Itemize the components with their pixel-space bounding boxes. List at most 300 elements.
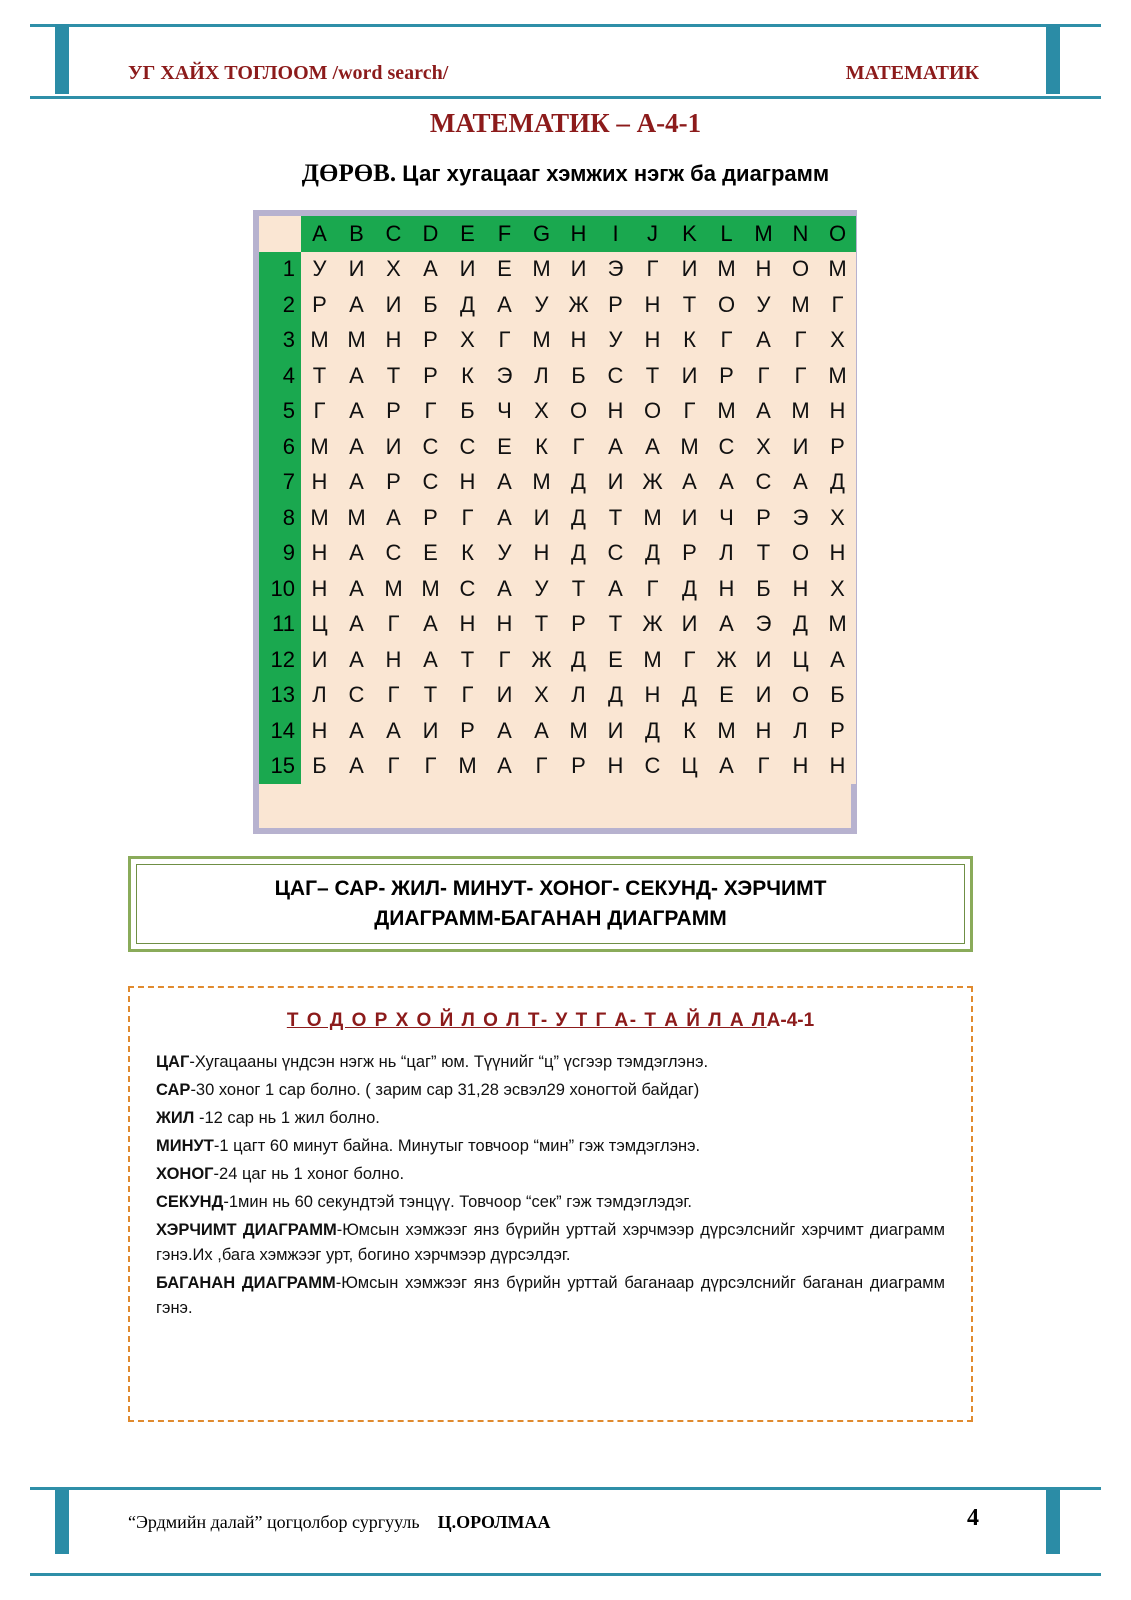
- grid-cell[interactable]: Д: [819, 465, 856, 501]
- grid-cell[interactable]: Г: [375, 749, 412, 785]
- grid-cell[interactable]: Р: [819, 429, 856, 465]
- footer-school-name: “Эрдмийн далай” цогцолбор сургууль: [128, 1512, 420, 1532]
- grid-cell[interactable]: А: [486, 465, 523, 501]
- grid-cell[interactable]: Б: [745, 571, 782, 607]
- grid-cell[interactable]: О: [782, 536, 819, 572]
- grid-col-J: J: [634, 216, 671, 252]
- grid-cell[interactable]: И: [412, 713, 449, 749]
- grid-row-header: 7: [259, 465, 301, 501]
- grid-cell[interactable]: Г: [301, 394, 338, 430]
- grid-cell[interactable]: И: [745, 642, 782, 678]
- grid-cell[interactable]: Р: [449, 713, 486, 749]
- grid-cell[interactable]: Г: [745, 358, 782, 394]
- grid-cell[interactable]: М: [449, 749, 486, 785]
- grid-cell[interactable]: М: [523, 465, 560, 501]
- grid-cell[interactable]: Н: [486, 607, 523, 643]
- grid-cell[interactable]: Ц: [671, 749, 708, 785]
- grid-corner-cell: [259, 216, 301, 252]
- grid-cell[interactable]: Э: [597, 252, 634, 288]
- grid-cell[interactable]: А: [338, 642, 375, 678]
- grid-cell[interactable]: Т: [375, 358, 412, 394]
- definition-term: САР: [156, 1081, 191, 1099]
- grid-cell[interactable]: У: [745, 287, 782, 323]
- grid-cell[interactable]: Д: [634, 713, 671, 749]
- footer-rule: [30, 1487, 1101, 1490]
- grid-cell[interactable]: У: [523, 571, 560, 607]
- definitions-title-code: А-4-1: [766, 1010, 815, 1031]
- grid-cell[interactable]: М: [819, 607, 856, 643]
- definitions-list: [156, 1050, 945, 1321]
- grid-body: [259, 252, 856, 785]
- answer-line-2: ДИАГРАММ-БАГАНАН ДИАГРАММ: [374, 907, 727, 930]
- grid-cell[interactable]: Н: [301, 571, 338, 607]
- grid-cell[interactable]: А: [708, 607, 745, 643]
- answer-line-1: ЦАГ– САР- ЖИЛ- МИНУТ- ХОНОГ- СЕКУНД- ХЭРЧИМТ: [274, 877, 827, 900]
- grid-cell[interactable]: Р: [412, 323, 449, 359]
- grid-cell[interactable]: Д: [671, 571, 708, 607]
- grid-cell[interactable]: С: [449, 429, 486, 465]
- grid-cell[interactable]: Т: [671, 287, 708, 323]
- grid-cell[interactable]: И: [301, 642, 338, 678]
- grid-cell[interactable]: А: [819, 642, 856, 678]
- grid-cell[interactable]: А: [671, 465, 708, 501]
- definition-text: -Хугацааны үндсэн нэгж нь “цаг” юм. Түүнийг “ц” үсгээр тэмдэглэнэ.: [189, 1053, 709, 1071]
- grid-cell[interactable]: А: [634, 429, 671, 465]
- grid-row: [259, 394, 856, 430]
- grid-cell[interactable]: Д: [560, 642, 597, 678]
- grid-cell[interactable]: Е: [486, 429, 523, 465]
- grid-cell[interactable]: А: [338, 287, 375, 323]
- grid-cell[interactable]: Г: [634, 571, 671, 607]
- grid-cell[interactable]: М: [338, 323, 375, 359]
- grid-row: [259, 252, 856, 288]
- grid-cell[interactable]: Х: [375, 252, 412, 288]
- grid-cell[interactable]: Н: [782, 749, 819, 785]
- grid-cell[interactable]: Т: [523, 607, 560, 643]
- grid-cell[interactable]: Н: [449, 465, 486, 501]
- decor-bar-bottom-right: [1046, 1490, 1060, 1554]
- grid-row: [259, 323, 856, 359]
- grid-cell[interactable]: Н: [301, 465, 338, 501]
- grid-cell[interactable]: М: [819, 252, 856, 288]
- grid-cell[interactable]: Т: [449, 642, 486, 678]
- grid-cell[interactable]: Б: [560, 358, 597, 394]
- grid-cell[interactable]: Е: [486, 252, 523, 288]
- grid-row-header: 9: [259, 536, 301, 572]
- definitions-box: [128, 986, 973, 1422]
- grid-cell[interactable]: Л: [708, 536, 745, 572]
- definition-item: [156, 1078, 945, 1103]
- grid-cell[interactable]: М: [708, 713, 745, 749]
- grid-cell[interactable]: А: [338, 429, 375, 465]
- grid-cell[interactable]: М: [782, 394, 819, 430]
- grid-col-E: E: [449, 216, 486, 252]
- footer-author: Ц.ОРОЛМАА: [437, 1512, 551, 1532]
- grid-cell[interactable]: И: [597, 713, 634, 749]
- grid-cell[interactable]: Х: [523, 394, 560, 430]
- grid-cell[interactable]: А: [486, 287, 523, 323]
- grid-cell[interactable]: Р: [597, 287, 634, 323]
- grid-cell[interactable]: С: [338, 678, 375, 714]
- grid-cell[interactable]: Л: [560, 678, 597, 714]
- grid-cell[interactable]: Н: [782, 571, 819, 607]
- grid-cell[interactable]: Ц: [782, 642, 819, 678]
- grid-cell[interactable]: Д: [560, 500, 597, 536]
- grid-cell[interactable]: С: [745, 465, 782, 501]
- grid-cell[interactable]: Н: [597, 394, 634, 430]
- grid-cell[interactable]: М: [301, 323, 338, 359]
- definition-term: СЕКУНД: [156, 1193, 224, 1211]
- grid-row-header: 15: [259, 749, 301, 785]
- grid-cell[interactable]: А: [338, 536, 375, 572]
- grid-cell[interactable]: Г: [486, 323, 523, 359]
- grid-col-D: D: [412, 216, 449, 252]
- definition-item: [156, 1134, 945, 1159]
- grid-cell[interactable]: Н: [745, 713, 782, 749]
- grid-cell[interactable]: А: [338, 358, 375, 394]
- grid-cell[interactable]: Ж: [708, 642, 745, 678]
- definition-item: [156, 1162, 945, 1187]
- grid-cell[interactable]: А: [338, 749, 375, 785]
- grid-cell[interactable]: И: [486, 678, 523, 714]
- grid-col-G: G: [523, 216, 560, 252]
- grid-col-F: F: [486, 216, 523, 252]
- grid-cell[interactable]: Н: [819, 394, 856, 430]
- grid-cell[interactable]: А: [486, 749, 523, 785]
- grid-cell[interactable]: И: [782, 429, 819, 465]
- grid-cell[interactable]: А: [486, 500, 523, 536]
- grid-cell[interactable]: Т: [745, 536, 782, 572]
- grid-cell[interactable]: Ж: [560, 287, 597, 323]
- grid-row-header: 6: [259, 429, 301, 465]
- grid-cell[interactable]: А: [338, 607, 375, 643]
- grid-cell[interactable]: С: [375, 536, 412, 572]
- grid-row-header: 8: [259, 500, 301, 536]
- grid-cell[interactable]: Р: [745, 500, 782, 536]
- grid-cell[interactable]: У: [523, 287, 560, 323]
- grid-cell[interactable]: Г: [560, 429, 597, 465]
- grid-cell[interactable]: Н: [301, 536, 338, 572]
- grid-row-header: 5: [259, 394, 301, 430]
- definition-item: [156, 1106, 945, 1131]
- grid-cell[interactable]: Н: [375, 642, 412, 678]
- decor-bar-top-right: [1046, 24, 1060, 94]
- grid-cell[interactable]: М: [560, 713, 597, 749]
- grid-cell[interactable]: А: [338, 465, 375, 501]
- grid-cell[interactable]: С: [634, 749, 671, 785]
- grid-cell[interactable]: А: [708, 465, 745, 501]
- grid-cell[interactable]: Х: [523, 678, 560, 714]
- grid-row: [259, 642, 856, 678]
- grid-cell[interactable]: Н: [301, 713, 338, 749]
- grid-row-header: 2: [259, 287, 301, 323]
- grid-cell[interactable]: Б: [449, 394, 486, 430]
- footer-school: [128, 1512, 550, 1533]
- grid-cell[interactable]: А: [782, 465, 819, 501]
- grid-cell[interactable]: И: [597, 465, 634, 501]
- grid-cell[interactable]: И: [671, 358, 708, 394]
- grid-row-header: 4: [259, 358, 301, 394]
- grid-cell[interactable]: О: [634, 394, 671, 430]
- page-title: МАТЕМАТИК – А-4-1: [429, 108, 702, 138]
- grid-cell[interactable]: И: [671, 252, 708, 288]
- grid-cell[interactable]: К: [449, 536, 486, 572]
- grid-cell[interactable]: Э: [486, 358, 523, 394]
- grid-cell[interactable]: Ц: [301, 607, 338, 643]
- grid-cell[interactable]: Н: [523, 536, 560, 572]
- grid-cell[interactable]: Г: [375, 607, 412, 643]
- grid-cell[interactable]: С: [597, 536, 634, 572]
- grid-cell[interactable]: А: [338, 394, 375, 430]
- grid-row: [259, 358, 856, 394]
- grid-col-B: B: [338, 216, 375, 252]
- grid-row-header: 13: [259, 678, 301, 714]
- grid-cell[interactable]: Х: [819, 571, 856, 607]
- grid-cell[interactable]: Р: [671, 536, 708, 572]
- grid-cell[interactable]: М: [708, 252, 745, 288]
- grid-cell[interactable]: Ч: [708, 500, 745, 536]
- grid-cell[interactable]: К: [671, 323, 708, 359]
- grid-cell[interactable]: Р: [708, 358, 745, 394]
- grid-cell[interactable]: Д: [449, 287, 486, 323]
- grid-cell[interactable]: Г: [523, 749, 560, 785]
- grid-cell[interactable]: М: [819, 358, 856, 394]
- definition-text: -30 хоног 1 сар болно. ( зарим сар 31,28 эсвэл29 хоногтой байдаг): [190, 1081, 700, 1099]
- definition-item: [156, 1218, 945, 1268]
- grid-cell[interactable]: Г: [819, 287, 856, 323]
- grid-cell[interactable]: Д: [597, 678, 634, 714]
- grid-cell[interactable]: У: [486, 536, 523, 572]
- grid-cell[interactable]: Г: [671, 642, 708, 678]
- grid-cell[interactable]: Р: [375, 465, 412, 501]
- grid-cell[interactable]: К: [523, 429, 560, 465]
- grid-col-M: M: [745, 216, 782, 252]
- grid-cell[interactable]: Г: [634, 252, 671, 288]
- grid-cell[interactable]: И: [671, 607, 708, 643]
- grid-cell[interactable]: Н: [560, 323, 597, 359]
- grid-cell[interactable]: М: [375, 571, 412, 607]
- grid-cell[interactable]: А: [486, 713, 523, 749]
- grid-cell[interactable]: И: [338, 252, 375, 288]
- grid-cell[interactable]: И: [449, 252, 486, 288]
- grid-cell[interactable]: Т: [412, 678, 449, 714]
- grid-cell[interactable]: У: [301, 252, 338, 288]
- grid-cell[interactable]: Н: [634, 323, 671, 359]
- grid-cell[interactable]: Н: [819, 749, 856, 785]
- grid-cell[interactable]: Ж: [523, 642, 560, 678]
- grid-cell[interactable]: Т: [597, 500, 634, 536]
- grid-cell[interactable]: С: [412, 465, 449, 501]
- subtitle-rest: Цаг хугацааг хэмжих нэгж ба диаграмм: [396, 161, 830, 186]
- grid-cell[interactable]: М: [782, 287, 819, 323]
- grid-cell[interactable]: К: [671, 713, 708, 749]
- grid-cell[interactable]: Г: [782, 323, 819, 359]
- grid-cell[interactable]: А: [412, 607, 449, 643]
- grid-cell[interactable]: Р: [301, 287, 338, 323]
- subtitle-prefix: ДӨРӨВ.: [301, 160, 397, 187]
- grid-cell[interactable]: Н: [708, 571, 745, 607]
- grid-cell[interactable]: И: [375, 429, 412, 465]
- grid-cell[interactable]: А: [523, 713, 560, 749]
- grid-cell[interactable]: М: [634, 642, 671, 678]
- grid-col-N: N: [782, 216, 819, 252]
- grid-cell[interactable]: Т: [301, 358, 338, 394]
- grid-cell[interactable]: Д: [671, 678, 708, 714]
- grid-cell[interactable]: У: [597, 323, 634, 359]
- grid-cell[interactable]: И: [745, 678, 782, 714]
- answer-words-box: [128, 856, 973, 952]
- grid-cell[interactable]: Р: [412, 358, 449, 394]
- grid-cell[interactable]: Э: [745, 607, 782, 643]
- grid-row: [259, 536, 856, 572]
- grid-cell[interactable]: М: [634, 500, 671, 536]
- grid-cell[interactable]: О: [782, 252, 819, 288]
- definition-text: -24 цаг нь 1 хоног болно.: [213, 1165, 405, 1183]
- grid-cell[interactable]: Г: [412, 749, 449, 785]
- grid-row-header: 11: [259, 607, 301, 643]
- grid-cell[interactable]: Х: [819, 323, 856, 359]
- grid-cell[interactable]: Р: [819, 713, 856, 749]
- grid-cell[interactable]: Л: [301, 678, 338, 714]
- grid-cell[interactable]: А: [708, 749, 745, 785]
- grid-cell[interactable]: И: [671, 500, 708, 536]
- grid-row: [259, 571, 856, 607]
- definition-term: ХОНОГ: [156, 1165, 214, 1183]
- grid-cell[interactable]: И: [560, 252, 597, 288]
- grid-cell[interactable]: А: [375, 500, 412, 536]
- grid-cell[interactable]: Л: [782, 713, 819, 749]
- grid-cell[interactable]: Н: [745, 252, 782, 288]
- grid-row: [259, 429, 856, 465]
- grid-cell[interactable]: Д: [560, 536, 597, 572]
- grid-cell[interactable]: А: [375, 713, 412, 749]
- grid-cell[interactable]: Б: [819, 678, 856, 714]
- grid-cell[interactable]: Е: [708, 678, 745, 714]
- grid-cell[interactable]: С: [449, 571, 486, 607]
- grid-cell[interactable]: Р: [412, 500, 449, 536]
- grid-cell[interactable]: М: [412, 571, 449, 607]
- grid-cell[interactable]: Х: [745, 429, 782, 465]
- grid-cell[interactable]: С: [412, 429, 449, 465]
- grid-cell[interactable]: Н: [375, 323, 412, 359]
- grid-cell[interactable]: Д: [782, 607, 819, 643]
- grid-cell[interactable]: Н: [449, 607, 486, 643]
- grid-cell[interactable]: С: [708, 429, 745, 465]
- grid-col-A: A: [301, 216, 338, 252]
- definition-text: -12 сар нь 1 жил болно.: [194, 1109, 380, 1127]
- grid-cell[interactable]: Г: [745, 749, 782, 785]
- grid-cell[interactable]: Ж: [634, 607, 671, 643]
- grid-cell[interactable]: Г: [449, 500, 486, 536]
- grid-cell[interactable]: И: [375, 287, 412, 323]
- grid-cell[interactable]: О: [708, 287, 745, 323]
- grid-col-I: I: [597, 216, 634, 252]
- grid-cell[interactable]: А: [412, 252, 449, 288]
- grid-cell[interactable]: А: [412, 642, 449, 678]
- grid-cell[interactable]: Т: [560, 571, 597, 607]
- grid-cell[interactable]: Ж: [634, 465, 671, 501]
- grid-cell[interactable]: А: [338, 713, 375, 749]
- grid-cell[interactable]: Е: [412, 536, 449, 572]
- grid-cell[interactable]: С: [597, 358, 634, 394]
- grid-cell[interactable]: Э: [782, 500, 819, 536]
- grid-cell[interactable]: М: [301, 429, 338, 465]
- grid-cell[interactable]: Г: [449, 678, 486, 714]
- definition-term: ЦАГ: [156, 1053, 190, 1071]
- grid-cell[interactable]: М: [708, 394, 745, 430]
- grid-cell[interactable]: Д: [634, 536, 671, 572]
- grid-cell[interactable]: Н: [819, 536, 856, 572]
- grid-cell[interactable]: Г: [782, 358, 819, 394]
- grid-cell[interactable]: А: [597, 429, 634, 465]
- grid-cell[interactable]: М: [301, 500, 338, 536]
- grid-cell[interactable]: М: [523, 252, 560, 288]
- grid-cell[interactable]: Е: [597, 642, 634, 678]
- grid-cell[interactable]: А: [745, 323, 782, 359]
- definition-term: ХЭРЧИМТ ДИАГРАММ: [156, 1221, 337, 1239]
- grid-cell[interactable]: Г: [412, 394, 449, 430]
- grid-row-header: 10: [259, 571, 301, 607]
- grid-cell[interactable]: Л: [523, 358, 560, 394]
- grid-cell[interactable]: О: [560, 394, 597, 430]
- definitions-title: [156, 1010, 945, 1032]
- grid-cell[interactable]: Г: [375, 678, 412, 714]
- grid-cell[interactable]: А: [597, 571, 634, 607]
- section-subtitle: [0, 160, 1131, 188]
- grid-row: [259, 607, 856, 643]
- grid-cell[interactable]: Т: [597, 607, 634, 643]
- grid-cell[interactable]: Г: [671, 394, 708, 430]
- grid-cell[interactable]: Р: [375, 394, 412, 430]
- grid-row-header: 14: [259, 713, 301, 749]
- header-left-text: УГ ХАЙХ ТОГЛООМ /word search/: [128, 62, 449, 84]
- definition-term: МИНУТ: [156, 1137, 214, 1155]
- grid-cell[interactable]: Б: [301, 749, 338, 785]
- grid-cell[interactable]: А: [745, 394, 782, 430]
- grid-cell[interactable]: Х: [449, 323, 486, 359]
- grid-row: [259, 465, 856, 501]
- grid-cell[interactable]: А: [338, 571, 375, 607]
- definition-item: [156, 1271, 945, 1321]
- grid-cell[interactable]: Х: [819, 500, 856, 536]
- grid-cell[interactable]: Т: [634, 358, 671, 394]
- header-rule: [30, 96, 1101, 99]
- grid-cell[interactable]: Р: [560, 607, 597, 643]
- grid-cell[interactable]: Д: [560, 465, 597, 501]
- grid-cell[interactable]: Ч: [486, 394, 523, 430]
- grid-row-header: 3: [259, 323, 301, 359]
- grid-cell[interactable]: И: [523, 500, 560, 536]
- grid-cell[interactable]: Н: [634, 678, 671, 714]
- grid-row: [259, 749, 856, 785]
- grid-cell[interactable]: Н: [597, 749, 634, 785]
- definition-text: -Юмсын хэмжээг янз бүрийн урттай баганаар дүрсэлснийг баганан диаграмм гэнэ.: [156, 1274, 945, 1317]
- grid-cell[interactable]: Б: [412, 287, 449, 323]
- grid-cell[interactable]: М: [671, 429, 708, 465]
- definition-text: -1мин нь 60 секундтэй тэнцүү. Товчоор “сек” гэж тэмдэглэдэг.: [223, 1193, 692, 1211]
- grid-cell[interactable]: Р: [560, 749, 597, 785]
- decor-bar-top-left: [55, 24, 69, 94]
- grid-cell[interactable]: Г: [486, 642, 523, 678]
- grid-cell[interactable]: Г: [708, 323, 745, 359]
- grid-cell[interactable]: О: [782, 678, 819, 714]
- word-search-grid: [253, 210, 857, 834]
- grid-cell[interactable]: К: [449, 358, 486, 394]
- grid-cell[interactable]: Н: [634, 287, 671, 323]
- grid-cell[interactable]: А: [486, 571, 523, 607]
- grid-cell[interactable]: М: [523, 323, 560, 359]
- grid-cell[interactable]: М: [338, 500, 375, 536]
